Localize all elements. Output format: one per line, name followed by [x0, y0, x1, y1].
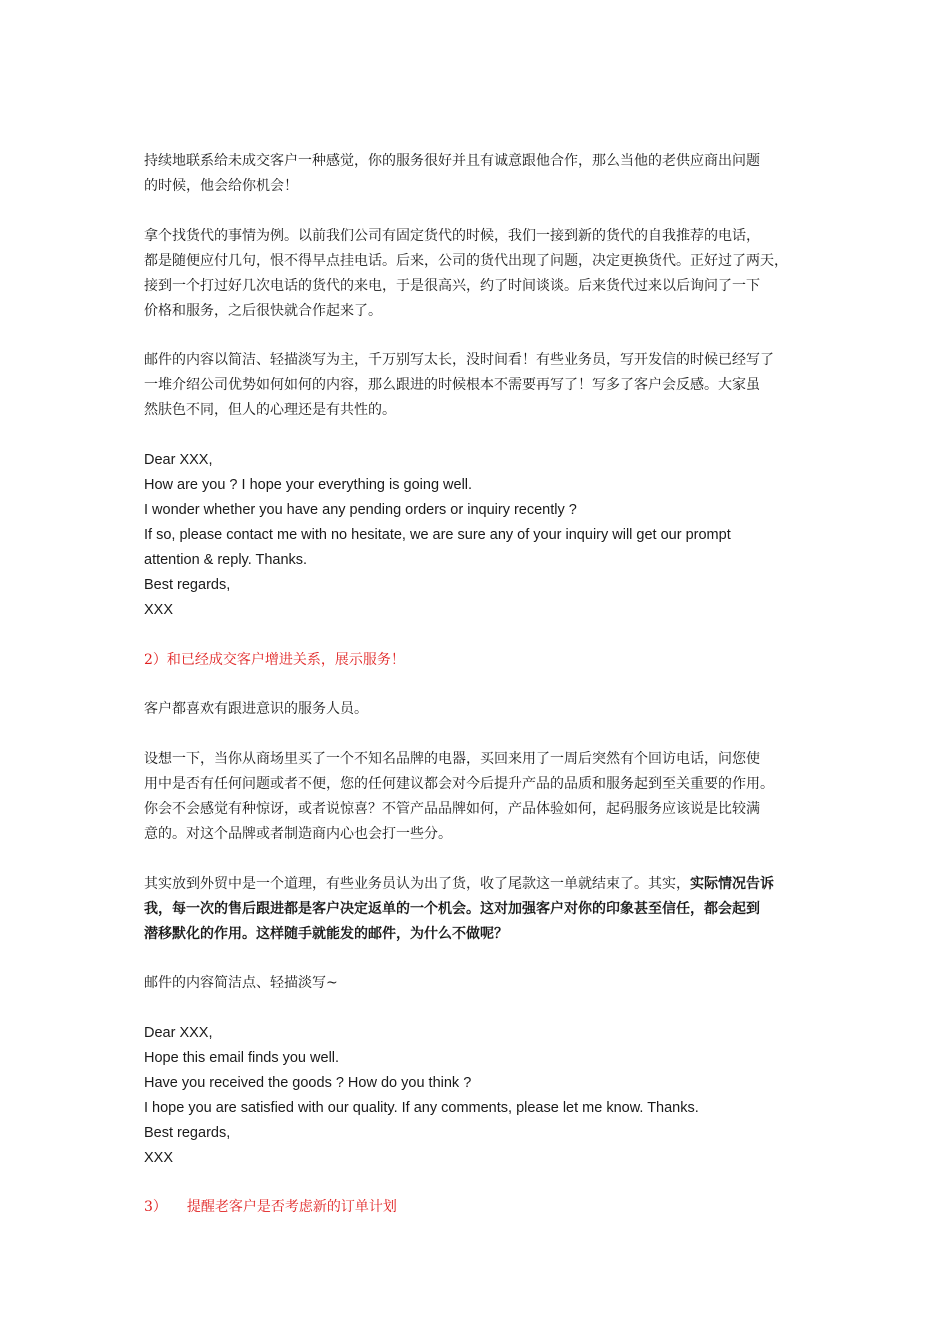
- section-heading-3-text: 提醒老客户是否考虑新的订单计划: [186, 1199, 397, 1215]
- paragraph-5-line-2: 用中是否有任何问题或者不便，您的任何建议都会对今后提升产品的品质和服务起到至关重要的作用。: [144, 776, 774, 792]
- email-1-line-2: How are you ? I hope your everything is going well.: [144, 477, 473, 493]
- paragraph-1-line-2: 的时候，他会给你机会！: [144, 178, 298, 194]
- paragraph-2-line-3: 接到一个打过好几次电话的货代的来电，于是很高兴，约了时间谈谈。后来货代过来以后询问了一下: [144, 278, 760, 294]
- email-2-line-1: Dear XXX,: [144, 1025, 213, 1041]
- paragraph-6-line-1: [144, 874, 774, 894]
- paragraph-3-line-3: 然肤色不同，但人的心理还是有共性的。: [144, 402, 396, 418]
- email-1-line-7: XXX: [144, 602, 174, 618]
- paragraph-5-line-3: 你会不会感觉有种惊讶，或者说惊喜？不管产品品牌如何，产品体验如何，起码服务应该说是比较满: [144, 801, 760, 817]
- email-1-line-6: Best regards,: [144, 577, 231, 593]
- email-1-line-1: Dear XXX,: [144, 452, 213, 468]
- paragraph-7: 邮件的内容简洁点、轻描淡写~: [144, 975, 338, 991]
- paragraph-5-line-4: 意的。对这个品牌或者制造商内心也会打一些分。: [144, 826, 452, 842]
- section-heading-2: 2）和已经成交客户增进关系，展示服务！: [144, 652, 405, 668]
- paragraph-6-normal-text: 其实放到外贸中是一个道理，有些业务员认为出了货，收了尾款这一单就结束了。其实，: [144, 876, 690, 892]
- email-2-line-4: I hope you are satisfied with our quality. If any comments, please let me know. Thanks.: [144, 1100, 699, 1116]
- email-1-line-5: attention & reply. Thanks.: [144, 552, 308, 568]
- section-heading-3-number: 3）: [144, 1199, 167, 1215]
- paragraph-1-line-1: 持续地联系给未成交客户一种感觉，你的服务很好并且有诚意跟他合作，那么当他的老供应商出问题: [144, 153, 760, 169]
- email-2-line-3: Have you received the goods ? How do you think ?: [144, 1075, 472, 1091]
- email-2-line-6: XXX: [144, 1150, 174, 1166]
- paragraph-3-line-2: 一堆介绍公司优势如何如何的内容，那么跟进的时候根本不需要再写了！写多了客户会反感。大家虽: [144, 377, 760, 393]
- paragraph-4: 客户都喜欢有跟进意识的服务人员。: [144, 701, 368, 717]
- email-1-line-4: If so, please contact me with no hesitate, we are sure any of your inquiry will get our prompt: [144, 527, 731, 543]
- email-1-line-3: I wonder whether you have any pending orders or inquiry recently ?: [144, 502, 577, 518]
- section-heading-3: [144, 1197, 397, 1217]
- paragraph-5-line-1: 设想一下，当你从商场里买了一个不知名品牌的电器，买回来用了一周后突然有个回访电话，问您使: [144, 751, 760, 767]
- email-2-line-5: Best regards,: [144, 1125, 231, 1141]
- paragraph-2-line-1: 拿个找货代的事情为例。以前我们公司有固定货代的时候，我们一接到新的货代的自我推荐的电话，: [144, 228, 760, 244]
- paragraph-3-line-1: 邮件的内容以简洁、轻描淡写为主，千万别写太长，没时间看！有些业务员，写开发信的时候已经写了: [144, 352, 774, 368]
- paragraph-2-line-2: 都是随便应付几句，恨不得早点挂电话。后来，公司的货代出现了问题，决定更换货代。正好过了两天，: [144, 253, 788, 269]
- paragraph-6-bold-text: 实际情况告诉: [690, 876, 774, 892]
- email-2-line-2: Hope this email finds you well.: [144, 1050, 340, 1066]
- paragraph-6-line-2: 我，每一次的售后跟进都是客户决定返单的一个机会。这对加强客户对你的印象甚至信任，都会起到: [144, 901, 760, 917]
- paragraph-2-line-4: 价格和服务，之后很快就合作起来了。: [144, 303, 382, 319]
- paragraph-6-line-3: 潜移默化的作用。这样随手就能发的邮件，为什么不做呢？: [144, 926, 508, 942]
